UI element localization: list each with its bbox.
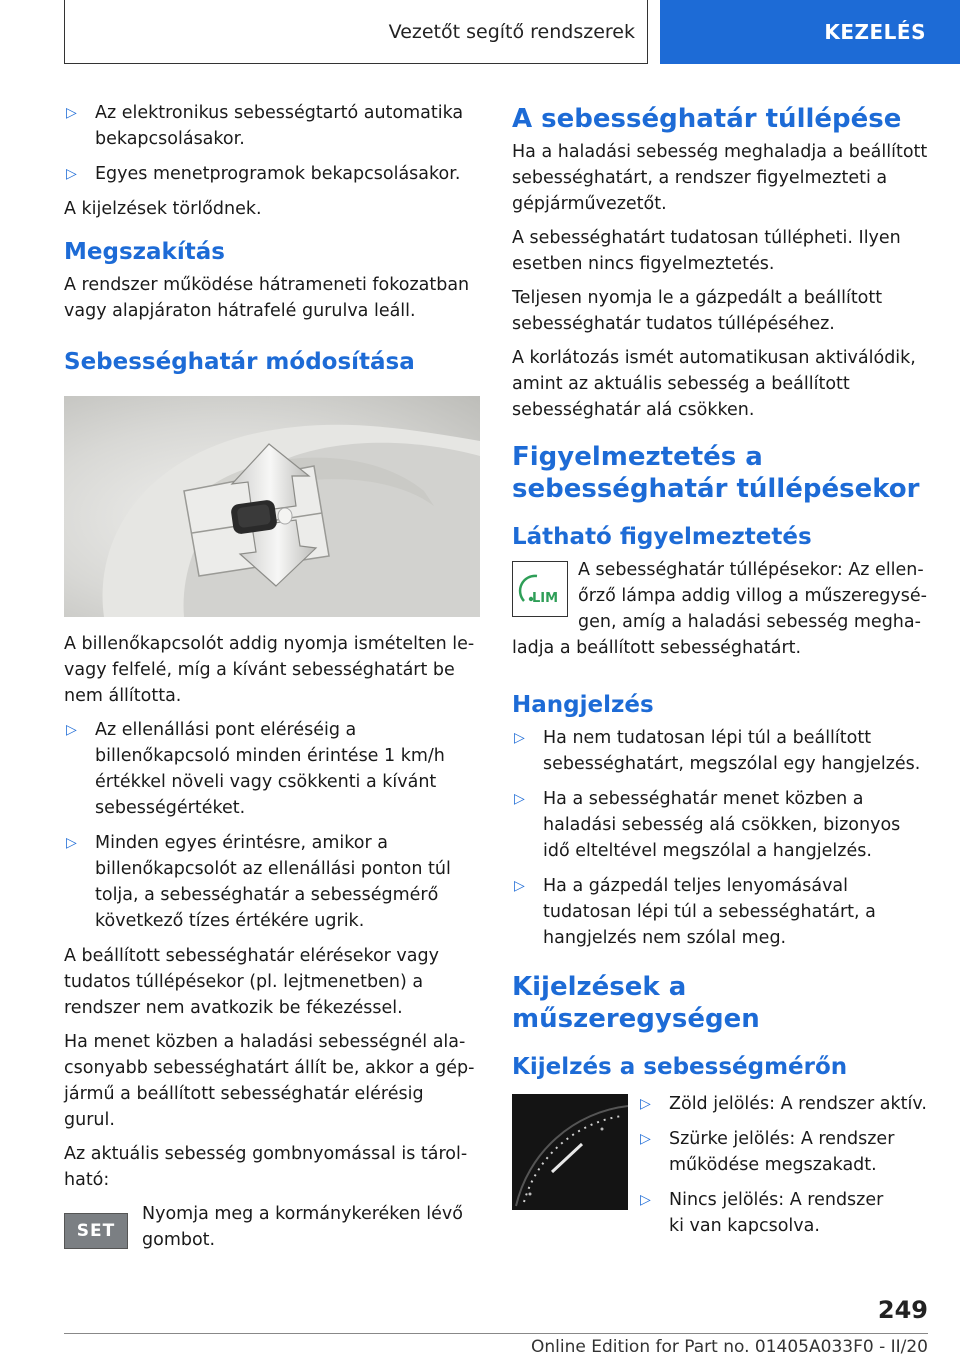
list-item-text: Az elektronikus sebességtartó automatika bekapcsolásakor. (95, 103, 464, 149)
list-item-text: Zöld jelölés: A rendszer aktív. (669, 1094, 927, 1114)
list-item (64, 161, 480, 187)
set-button-instruction (64, 1201, 480, 1253)
list-item (638, 1126, 928, 1178)
left-column (64, 100, 480, 1253)
heading-speedo: Kijelzés a sebességmérőn (512, 1054, 848, 1080)
triangle-bullet-icon: ▷ (66, 166, 77, 182)
triangle-bullet-icon: ▷ (514, 791, 525, 807)
speed-limit-lamp-icon (512, 561, 568, 617)
list-item-text: Az ellenállási pont eléréséig a billenőkapcsoló minden érintése 1 km/h értékkel növeli vagy csökkenti a kívánt sebességértéket. (95, 720, 445, 818)
footer-edition: Online Edition for Part no. 01405A033F0 - II/20 (531, 1337, 928, 1357)
speedometer-image (512, 1094, 628, 1210)
list-item-text: Nincs jelölés: A rendszer ki van kapcsolva. (669, 1190, 884, 1236)
heading-exceed: A sebességhatár túllépése (512, 104, 902, 134)
list-item-text: Szürke jelölés: A rendszer működése megszakadt. (669, 1129, 895, 1175)
heading-acoustic: Hangjelzés (512, 692, 654, 718)
paragraph: A kijelzések törlődnek. (64, 199, 262, 219)
visible-warning-block (512, 557, 928, 669)
list-item (64, 100, 480, 152)
paragraph: Teljesen nyomja le a gázpedált a beállított sebességhatár tudatos túllépéséhez. (512, 288, 883, 334)
paragraph: Ha menet közben a haladási sebességnél alacsonyabb sebességhatárt állít be, akkor a gépjármű a beállított sebességhatár elérésig gurul. (64, 1032, 475, 1130)
heading-interrupt: Megszakítás (64, 239, 225, 265)
paragraph: Nyomja meg a kormánykeréken lévő gombot. (142, 1204, 463, 1250)
list-item-text: Ha a sebességhatár menet közben a haladási sebesség alá csökken, bizonyos idő elteltével megszólal a hangjelzés. (543, 789, 901, 861)
list-item-text: Ha a gázpedál teljes lenyomásával tudatosan lépi túl a sebességhatárt, a hangjelzés nem szólal meg. (543, 876, 876, 948)
list-item (64, 717, 480, 821)
paragraph: A sebességhatárt tudatosan túllépheti. Ilyen esetben nincs figyelmeztetés. (512, 228, 901, 274)
list-item (638, 1187, 928, 1239)
right-column (512, 100, 928, 1248)
triangle-bullet-icon: ▷ (640, 1192, 651, 1208)
paragraph: A beállított sebességhatár elérésekor vagy tudatos túllépésekor (pl. lejtmenetben) a rendszer nem avatkozik be fékezéssel. (64, 946, 439, 1018)
speedometer-legend (638, 1091, 928, 1248)
triangle-bullet-icon: ▷ (640, 1131, 651, 1147)
steering-wheel-rocker-image (64, 396, 480, 617)
paragraph: A sebességhatár túllépésekor: Az ellenőrző lámpa addig villog a műszeregységen, amíg a haladási sebesség meghaladja a beállított sebességhatárt. (512, 560, 927, 658)
paragraph: Az aktuális sebesség gombnyomással is tárolható: (64, 1144, 468, 1190)
paragraph: A billenőkapcsolót addig nyomja ismételten le- vagy felfelé, míg a kívánt sebességhatárt be nem állította. (64, 634, 475, 706)
paragraph: A korlátozás ismét automatikusan aktiválódik, amint az aktuális sebesség a beállított sebességhatár alá csökken. (512, 348, 916, 420)
heading-warning: Figyelmeztetés a sebességhatár túllépésekor (512, 442, 920, 504)
page-number: 249 (877, 1296, 928, 1324)
triangle-bullet-icon: ▷ (66, 105, 77, 121)
section-title: Vezetőt segítő rendszerek (64, 0, 648, 64)
heading-visible: Látható figyelmeztetés (512, 524, 812, 550)
list-item-text: Egyes menetprogramok bekapcsolásakor. (95, 164, 461, 184)
paragraph: Ha a haladási sebesség meghaladja a beállított sebességhatárt, a rendszer figyelmezteti a gépjárművezetőt. (512, 142, 928, 214)
speedometer-block (512, 1091, 928, 1248)
triangle-bullet-icon: ▷ (514, 878, 525, 894)
heading-cluster: Kijelzések a műszeregységen (512, 972, 760, 1034)
list-item (512, 725, 928, 777)
chapter-tab[interactable]: KEZELÉS (660, 0, 960, 64)
list-item (512, 786, 928, 864)
list-item-text: Ha nem tudatosan lépi túl a beállított sebességhatárt, megszólal egy hangjelzés. (543, 728, 921, 774)
triangle-bullet-icon: ▷ (514, 730, 525, 746)
page-header (0, 0, 960, 66)
list-item (512, 873, 928, 951)
lim-label: LIM (532, 591, 559, 606)
list-item-text: Minden egyes érintésre, amikor a billenőkapcsolót az ellenállási ponton túl tolja, a sebességhatár a sebességmérő következő tízes értékére ugrik. (95, 833, 451, 931)
set-button-icon: SET (64, 1213, 128, 1249)
triangle-bullet-icon: ▷ (66, 835, 77, 851)
list-item (638, 1091, 928, 1117)
heading-modify: Sebességhatár módosítása (64, 349, 415, 375)
triangle-bullet-icon: ▷ (640, 1096, 651, 1112)
list-item (64, 830, 480, 934)
triangle-bullet-icon: ▷ (66, 722, 77, 738)
paragraph: A rendszer működése hátrameneti fokozatban vagy alapjáraton hátrafelé gurulva leáll. (64, 275, 470, 321)
footer-divider (64, 1333, 928, 1334)
steering-wheel-illustration (64, 396, 480, 617)
